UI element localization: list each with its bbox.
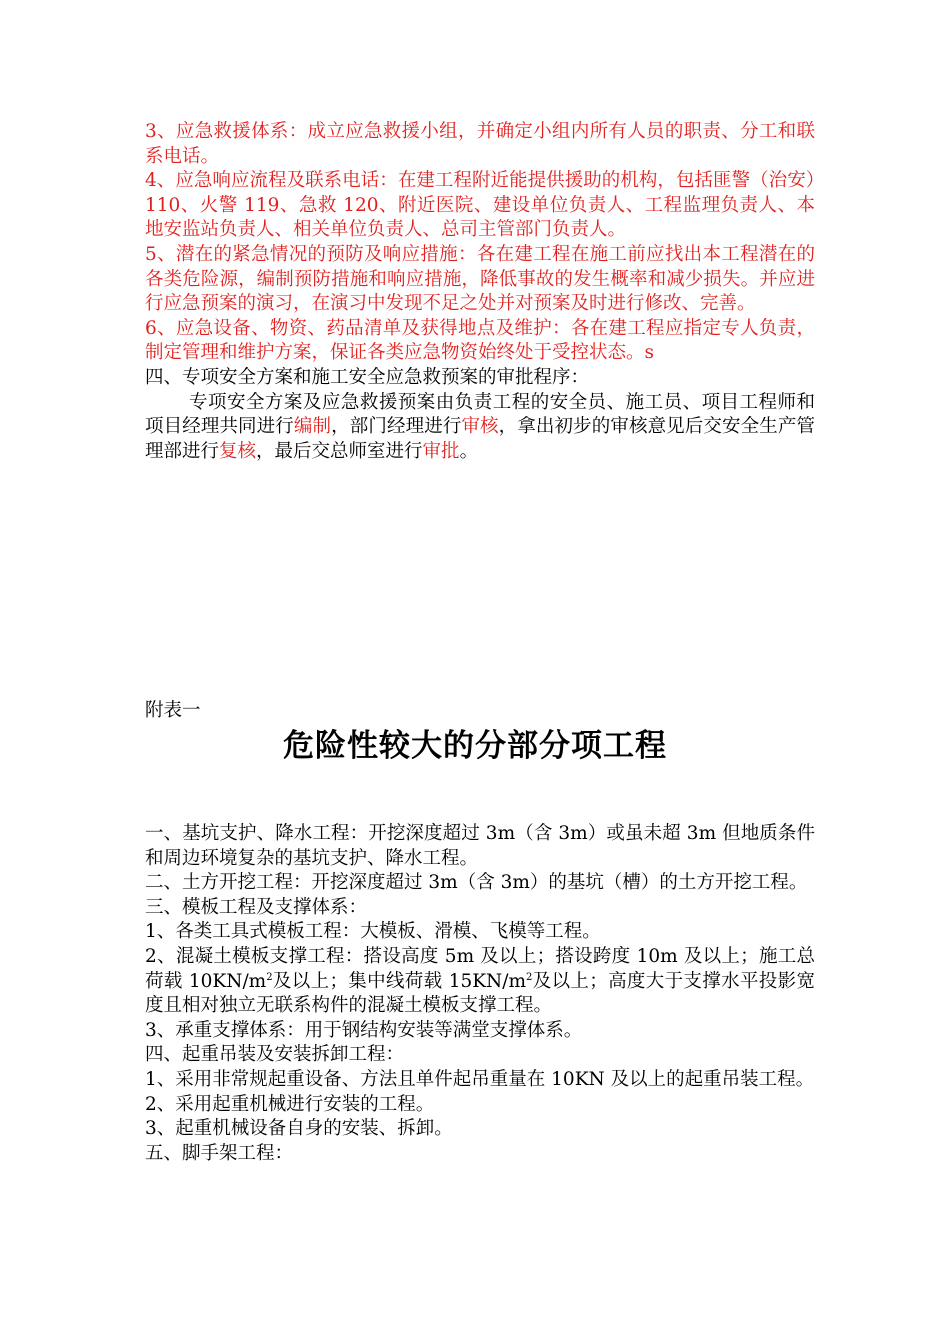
highlight-approve: 审批	[422, 440, 460, 462]
appendix-label: 附表一	[145, 700, 201, 721]
list-item: 1、采用非常规起重设备、方法且单件起吊重量在 10KN 及以上的起重吊装工程。	[145, 1068, 815, 1090]
highlight-review: 审核	[461, 416, 499, 438]
paragraph-equipment-list: 6、应急设备、物资、药品清单及获得地点及维护：各在建工程应指定专人负责，制定管理和维护方案，保证各类应急物资始终处于受控状态。s	[145, 317, 815, 364]
list-item: 二、土方开挖工程：开挖深度超过 3m（含 3m）的基坑（槽）的土方开挖工程。	[145, 872, 808, 894]
superscript: 2	[526, 971, 533, 983]
approval-text: 。	[459, 440, 479, 462]
list-item: 四、起重吊装及安装拆卸工程：	[145, 1044, 405, 1066]
list-item: 五、脚手架工程：	[145, 1142, 294, 1164]
paragraph-response-flow: 4、应急响应流程及联系电话：在建工程附近能提供援助的机构，包括匪警（治安）110、火警 119、急救 120、附近医院、建设单位负责人、工程监理负责人、本地安监站负责人、相关单位负责人、总司主管部门负责人。	[145, 170, 815, 241]
approval-paragraph	[145, 391, 815, 465]
list-item: 三、模板工程及支撑体系：	[145, 896, 368, 918]
formwork-text: 及以上；高度大于支撑水平投影宽度且相对独立无联系构件的混凝土模板支撑工程。	[145, 970, 815, 1017]
list-item: 一、基坑支护、降水工程：开挖深度超过 3m（含 3m）或虽未超 3m 但地质条件和周边环境复杂的基坑支护、降水工程。	[145, 823, 815, 869]
list-item: 3、承重支撑体系：用于钢结构安装等满堂支撑体系。	[145, 1019, 583, 1041]
list-item: 1、各类工具式模板工程：大模板、滑模、飞模等工程。	[145, 921, 601, 943]
list-item-formwork	[145, 945, 815, 1019]
formwork-text: 2、混凝土模板支撑工程：搭设高度 5m 及以上；搭设跨度 10m 及以上；施工总荷载 10KN/m	[145, 945, 815, 992]
emergency-plan-section	[145, 120, 815, 464]
dangerous-works-list	[145, 822, 815, 1166]
highlight-recheck: 复核	[219, 440, 257, 462]
approval-heading: 四、专项安全方案和施工安全应急救预案的审批程序：	[145, 366, 590, 388]
list-item: 3、起重机械设备自身的安装、拆卸。	[145, 1118, 453, 1140]
approval-text: ，部门经理进行	[331, 416, 462, 438]
approval-text: 专项安全方案及应急救援预案由负责工程的安全员、施工员、项目工程师和项目经理共同进行	[145, 391, 815, 438]
approval-text: ，拿出初步的审核意见后交安全生产管理部进行	[145, 416, 815, 462]
list-item: 2、采用起重机械进行安装的工程。	[145, 1093, 435, 1115]
paragraph-prevention-measures: 5、潜在的紧急情况的预防及响应措施：各在建工程在施工前应找出本工程潜在的各类危险源，编制预防措施和响应措施，降低事故的发生概率和减少损失。并应进行应急预案的演习，在演习中发现不足之处并对预案及时进行修改、完善。	[145, 243, 815, 315]
formwork-text: 及以上；集中线荷载 15KN/m	[272, 970, 527, 992]
appendix-title: 危险性较大的分部分项工程	[283, 728, 667, 764]
superscript: 2	[266, 971, 273, 983]
highlight-compile: 编制	[293, 416, 332, 438]
paragraph-rescue-system: 3、应急救援体系：成立应急救援小组，并确定小组内所有人员的职责、分工和联系电话。	[145, 121, 815, 167]
approval-text: ，最后交总师室进行	[256, 440, 423, 462]
